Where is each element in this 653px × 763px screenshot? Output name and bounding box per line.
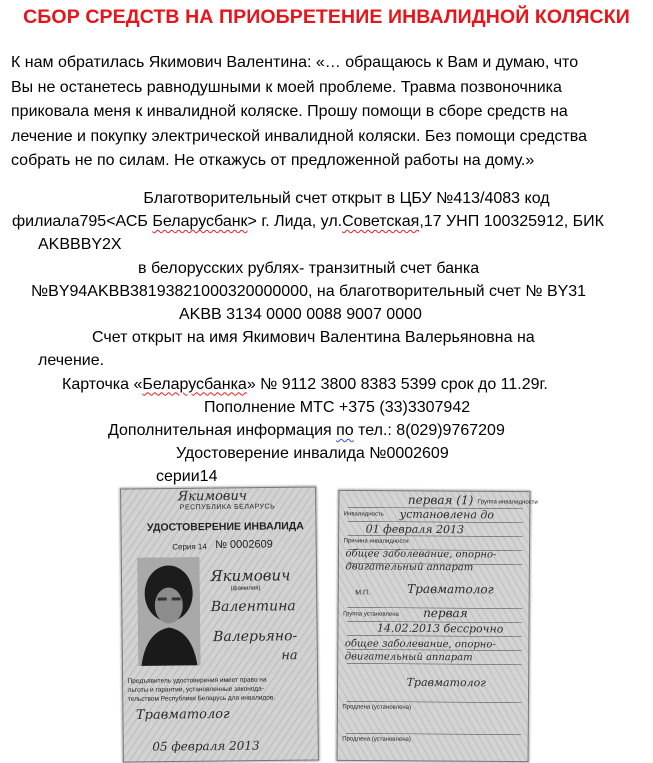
appeal-line: лечение и покупку электрической инвалидной коляски. Без помощи средства <box>11 127 587 145</box>
back-cause-value: общее заболевание, опорно-двигательный аппарат <box>345 548 497 574</box>
bic-line: AKBBBY2X <box>38 236 122 254</box>
page-title: СБОР СРЕДСТВ НА ПРИОБРЕТЕНИЕ ИНВАЛИДНОЙ КОЛЯСКИ <box>23 6 630 28</box>
currency-line: в белорусских рублях- транзитный счет банка <box>138 259 480 277</box>
back-cause2-value: общее заболевание, опорно-двигательный аппарат <box>344 638 496 664</box>
account-line: Благотворительный счет открыт в ЦБУ №413/4083 код <box>143 190 550 207</box>
appeal-line: К нам обратилась Якимович Валентина: «… обращаюсь к Вам и думаю, что <box>11 54 579 71</box>
portrait-photo <box>137 557 200 666</box>
card-issued-by: Травматолог <box>135 706 230 723</box>
branch-code: филиала795<АСБ <box>12 213 153 231</box>
card-surname: Якимович <box>210 566 291 586</box>
iban-line: №BY94AKBB38193821000320000000, на благотворительный счет № BY31 <box>31 282 587 300</box>
card-country: РЕСПУБЛИКА БЕЛАРУСЬ <box>179 503 276 512</box>
portrait-icon <box>137 557 200 666</box>
back-group-label: Группа инвалидности <box>477 499 538 506</box>
disability-id-line: Удостоверение инвалида №0002609 <box>176 445 449 463</box>
appeal-line: собрать не по силам. Не откажусь от предложенной работы на дому.» <box>11 152 535 169</box>
card-note: тельством Республики Беларусь для инвалидов. <box>127 694 276 703</box>
holder-line: Счет открыт на имя Якимович Валентина Валерьяновна на <box>92 329 535 347</box>
card-number: » № 9112 3800 8383 5399 срок до 11.29г. <box>246 375 548 393</box>
card-issue-date: 05 февраля 2013 <box>152 738 260 754</box>
card-doc-title: УДОСТОВЕРЕНИЕ ИНВАЛИДА <box>146 520 304 534</box>
appeal-line: приковала меня к инвалидной коляске. Прошу помощи в сборе средств на <box>11 103 568 120</box>
appeal-line: Вы не останетесь равнодушными к моей проблеме. Травма позвоночника <box>11 78 562 96</box>
back-mp: М.П. <box>355 589 371 597</box>
info-phone: тел.: 8(029)9767209 <box>353 422 505 440</box>
card-note: льготы и гарантии, установленные законода- <box>127 685 264 694</box>
mts-line: Пополнение МТС +375 (33)3307942 <box>204 398 471 416</box>
id-card-front <box>120 486 320 763</box>
back-extend-label: Продлена (установлена) <box>342 736 411 743</box>
back-until-label: Инвалидность <box>343 511 384 518</box>
back-date-value: 01 февраля 2013 <box>365 522 465 537</box>
back-signature: Травматолог <box>407 581 494 597</box>
card-series: Серия 14 <box>172 542 207 552</box>
card-stamp: Якимович <box>177 488 248 505</box>
card-number: № 0002609 <box>215 538 273 552</box>
card-surname-caption: (фамилия) <box>230 585 261 592</box>
bank-details <box>0 187 653 489</box>
card-prefix: Карточка « <box>62 375 143 393</box>
branch-unp: ,17 УНП 100325912, БИК <box>419 213 604 231</box>
holder-line-2: лечение. <box>38 352 105 370</box>
back-until-value: установлена до <box>399 507 495 522</box>
card-patronymic-end: на <box>281 648 298 664</box>
series-line: серии14 <box>156 468 218 486</box>
info-line <box>0 419 653 442</box>
back-signature-2: Травматолог <box>406 675 486 690</box>
info-po: по <box>336 422 354 440</box>
id-card-back <box>336 489 538 762</box>
back-cause-label: Причина инвалидности <box>343 538 409 545</box>
iban-line-2: AKBB 3134 0000 0088 9007 0000 <box>179 306 422 324</box>
bank-name: Беларусбанк <box>152 213 248 231</box>
back-group2-value: первая <box>423 605 468 621</box>
card-name: Валентина <box>210 598 296 616</box>
card-line <box>0 373 653 396</box>
card-patronymic: Валерьяно- <box>213 628 298 646</box>
back-date2-value: 14.02.2013 бессрочно <box>376 621 504 636</box>
appeal-text <box>11 51 641 174</box>
back-group-value: первая (1) <box>407 492 474 508</box>
branch-line <box>0 210 653 233</box>
back-extend-label: Продлена (установлена) <box>342 704 412 711</box>
card-bank: Беларусбанка <box>142 375 247 393</box>
branch-city: > г. Лида, ул. <box>247 213 343 231</box>
branch-street: Советская <box>342 213 420 231</box>
info-prefix: Дополнительная информация <box>108 422 337 440</box>
card-note: Предъявитель удостоверения имеет право на <box>127 676 267 685</box>
back-group2-label: Группа установлена <box>343 611 399 618</box>
